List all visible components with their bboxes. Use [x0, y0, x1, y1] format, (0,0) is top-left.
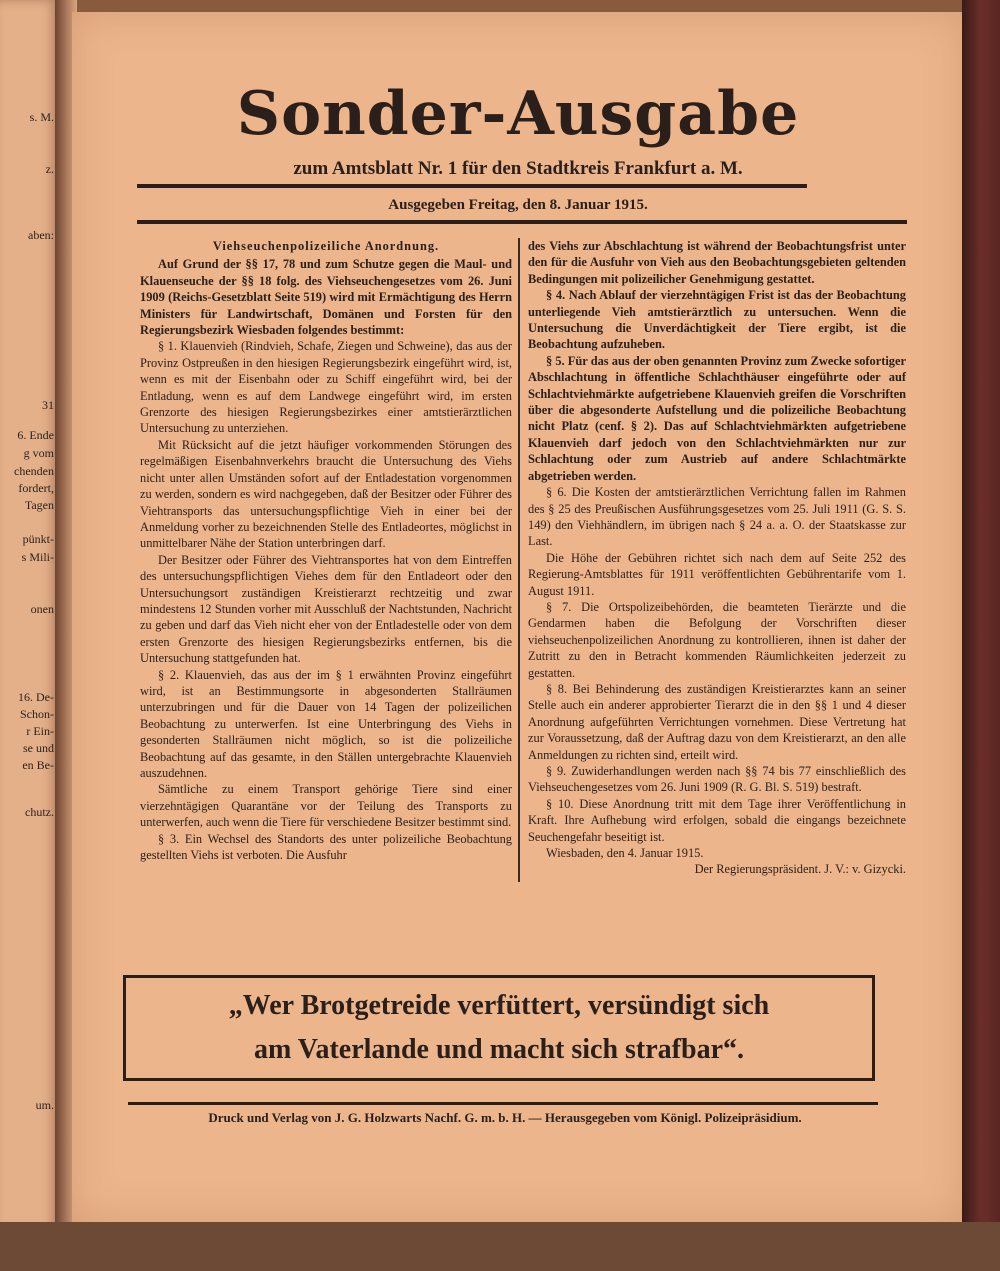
paragraph: Mit Rücksicht auf die jetzt häufiger vorkommenden Störungen des regelmäßigen Eisenbahnverkehrs braucht die Untersuchung des Viehs nicht unter allen Umständen sofort auf der Entladestation vorgenommen zu werden, sondern es wird nachgegeben, daß der Besitzer oder Führer des Viehtransports das untersuchungspflichtige Vieh in einer bei der Anmeldung vorher zu bezeichnenden Stelle des Entladeortes, möglichst in unmittelbarer Nähe der Station unterbringen darf.: [140, 437, 512, 551]
paragraph: § 8. Bei Behinderung des zuständigen Kreistierarztes kann an seiner Stelle auch ein anderer approbierter Tierarzt die in den §§ 1 und 4 dieser Anordnung aufgeführten Verrichtungen vornehmen. Diese Vertretung hat zur Voraussetzung, daß der Auftrag dazu von dem Kreistierarzt, an den alle Anmeldungen zu richten sind, erteilt wird.: [528, 681, 906, 762]
prev-fragment: Schon-: [20, 707, 54, 721]
page-subtitle: zum Amtsblatt Nr. 1 für den Stadtkreis Frankfurt a. M.: [293, 158, 743, 179]
paragraph: § 5. Für das aus der oben genannten Provinz zum Zwecke sofortiger Abschlachtung in öffentliche Schlachthäuser eingeführte oder auf Schlachtviehmärkte aufgetriebene Klauenvieh greifen die Vorschriften über die abgesonderte Aufstellung und die polizeiliche Beobachtung nicht Platz (cenf. § 2). Das auf Schlachtviehmärkten aufgetriebene Klauenvieh darf jedoch von den Schlachtviehmärkten nur zur Schlachtung oder zum Austrieb auf andere Schlachtmärkte abgetrieben werden.: [528, 353, 906, 483]
left-column: [140, 238, 512, 863]
prev-fragment: chutz.: [25, 805, 54, 819]
prev-fragment: pünkt-: [22, 532, 54, 546]
book-binding: [962, 0, 1000, 1271]
signature: Der Regierungspräsident. J. V.: v. Gizycki.: [694, 862, 906, 877]
right-column: [528, 238, 906, 878]
prev-fragment: chenden: [14, 464, 54, 478]
paragraph: Auf Grund der §§ 17, 78 und zum Schutze gegen die Maul- und Klauenseuche der §§ 18 folg. des Viehseuchengesetzes vom 26. Juni 1909 (Reichs-Gesetzblatt Seite 519) wird mit Ermächtigung des Herrn Ministers für Landwirtschaft, Domänen und Forsten für den Regierungsbezirk Wiesbaden folgendes bestimmt:: [140, 257, 512, 338]
header-rule: [137, 220, 907, 224]
prev-fragment: g vom: [23, 446, 54, 460]
prev-fragment: um.: [35, 1098, 54, 1112]
paragraph: § 9. Zuwiderhandlungen werden nach §§ 74 bis 77 einschließlich des Viehseuchengesetzes vom 26. Juni 1909 (R. G. Bl. S. 519) bestraft.: [528, 764, 906, 795]
page-title: Sonder-Ausgabe: [236, 79, 800, 149]
imprint: Druck und Verlag von J. G. Holzwarts Nachf. G. m. b. H. — Herausgegeben vom Königl. Polizeipräsidium.: [208, 1110, 802, 1125]
notice-box: [123, 975, 875, 1081]
header-rule: [137, 184, 807, 188]
paragraph: § 2. Klauenvieh, das aus der im § 1 erwähnten Provinz eingeführt wird, ist an Bestimmungsorte in abgesonderten Stallräumen unterzubringen und für die Dauer von 14 Tagen der polizeilichen Beobachtung zu unterwerfen. Ist eine Unterbringung des Viehs in gesonderten Stallräumen nicht möglich, so ist die polizeiliche Beobachtung auf das gesamte, in den Ställen untergebrachte Klauenvieh auszudehnen.: [140, 667, 512, 780]
prev-fragment: 6. Ende: [17, 428, 54, 442]
paragraph: § 10. Diese Anordnung tritt mit dem Tage ihrer Veröffentlichung in Kraft. Ihre Aufhebung wird erfolgen, sobald die eingangs bezeichnete Seuchengefahr beseitigt ist.: [528, 796, 906, 844]
prev-fragment: en Be-: [22, 758, 54, 772]
paragraph: § 7. Die Ortspolizeibehörden, die beamteten Tierärzte und die Gendarmen haben die Befolgung der Vorschriften dieser viehseuchenpolizeilichen Anordnung zu kontrollieren, ihnen ist daher der Zutritt zu den in Betracht kommenden Räumlichkeiten jederzeit zu gestatten.: [528, 599, 906, 680]
article-heading: Viehseuchenpolizeiliche Anordnung.: [212, 239, 440, 253]
notice-line: „Wer Brotgetreide verfüttert, versündigt sich: [228, 990, 770, 1021]
scan-bottom-edge: [0, 1222, 1000, 1271]
paragraph: Sämtliche zu einem Transport gehörige Tiere sind einer vierzehntägigen Quarantäne vor der Teilung des Transports zu unterwerfen, auch wenn die Tiere für verschiedene Besitzer bestimmt sind.: [140, 782, 512, 830]
prev-fragment: s Mili-: [21, 550, 54, 564]
footer-rule: [128, 1102, 878, 1105]
paragraph: des Viehs zur Abschlachtung ist während der Beobachtungsfrist unter den für die Ausfuhr von Vieh aus den Beobachtungsgebieten geltenden Bedingungen mit polizeilicher Genehmigung gestattet.: [528, 239, 906, 286]
prev-fragment: r Ein-: [26, 724, 54, 738]
paragraph: § 3. Ein Wechsel des Standorts des unter polizeiliche Beobachtung gestellten Viehs ist verboten. Die Ausfuhr: [140, 831, 512, 863]
paragraph: § 4. Nach Ablauf der vierzehntägigen Frist ist das der Beobachtung unterliegende Vieh amtstierärztlich zu untersuchen. Wenn die Untersuchung die Unverdächtigkeit der Tiere ergibt, ist die Beobachtung aufzuheben.: [528, 288, 906, 352]
paragraph: Der Besitzer oder Führer des Viehtransportes hat von dem Eintreffen des untersuchungspflichtigen Viehes dem für den Entladeort oder den Untersuchungsort zuständigen Kreistierarzt rechtzeitig und zwar mindestens 12 Stunden vorher mit Ausschluß der Nachtstunden, Nachricht zu geben und darf das Vieh nicht eher von der Entladestelle oder von dem ersten Grenzorte des hiesigen Regierungsbezirks entfernen, bis die Untersuchung stattgefunden hat.: [140, 552, 512, 666]
paragraph: § 1. Klauenvieh (Rindvieh, Schafe, Ziegen und Schweine), das aus der Provinz Ostpreußen in den hiesigen Regierungsbezirk eingeführt wird, ist, wenn es mit der Eisenbahn oder zu Schiff eingeführt wird, bei der Entladung, wenn es auf dem Landwege eingeführt wird, im ersten Grenzorte des hiesigen Regierungsbezirkes einer amtstierärztlichen Untersuchung zu unterziehen.: [140, 339, 512, 436]
paragraph: § 6. Die Kosten der amtstierärztlichen Verrichtung fallen im Rahmen des § 25 des Preußischen Ausführungsgesetzes vom 25. Juli 1911 (G. S. S. 149) den Viehhändlern, im übrigen nach § 24 a. a. O. der Staatskasse zur Last.: [528, 485, 906, 549]
prev-fragment: s. M.: [29, 110, 54, 124]
paragraph: Die Höhe der Gebühren richtet sich nach dem auf Seite 252 des Regierung-Amtsblattes für 1911 veröffentlichten Gebührentarife vom 1. August 1911.: [528, 550, 906, 598]
prev-fragment: se und: [23, 741, 54, 755]
prev-fragment: z.: [45, 162, 54, 176]
previous-page-edge: [0, 0, 58, 1230]
paragraph: Wiesbaden, den 4. Januar 1915.: [546, 846, 704, 861]
prev-fragment: aben:: [28, 228, 54, 242]
prev-fragment: 16. De-: [18, 690, 54, 704]
prev-fragment: fordert,: [18, 481, 54, 495]
prev-fragment: onen: [30, 602, 54, 616]
column-divider: [518, 238, 520, 882]
prev-fragment: Tagen: [24, 498, 54, 512]
prev-fragment: 31: [42, 398, 54, 412]
notice-line: am Vaterlande und macht sich strafbar“.: [253, 1034, 744, 1065]
issue-date: Ausgegeben Freitag, den 8. Januar 1915.: [388, 197, 648, 213]
